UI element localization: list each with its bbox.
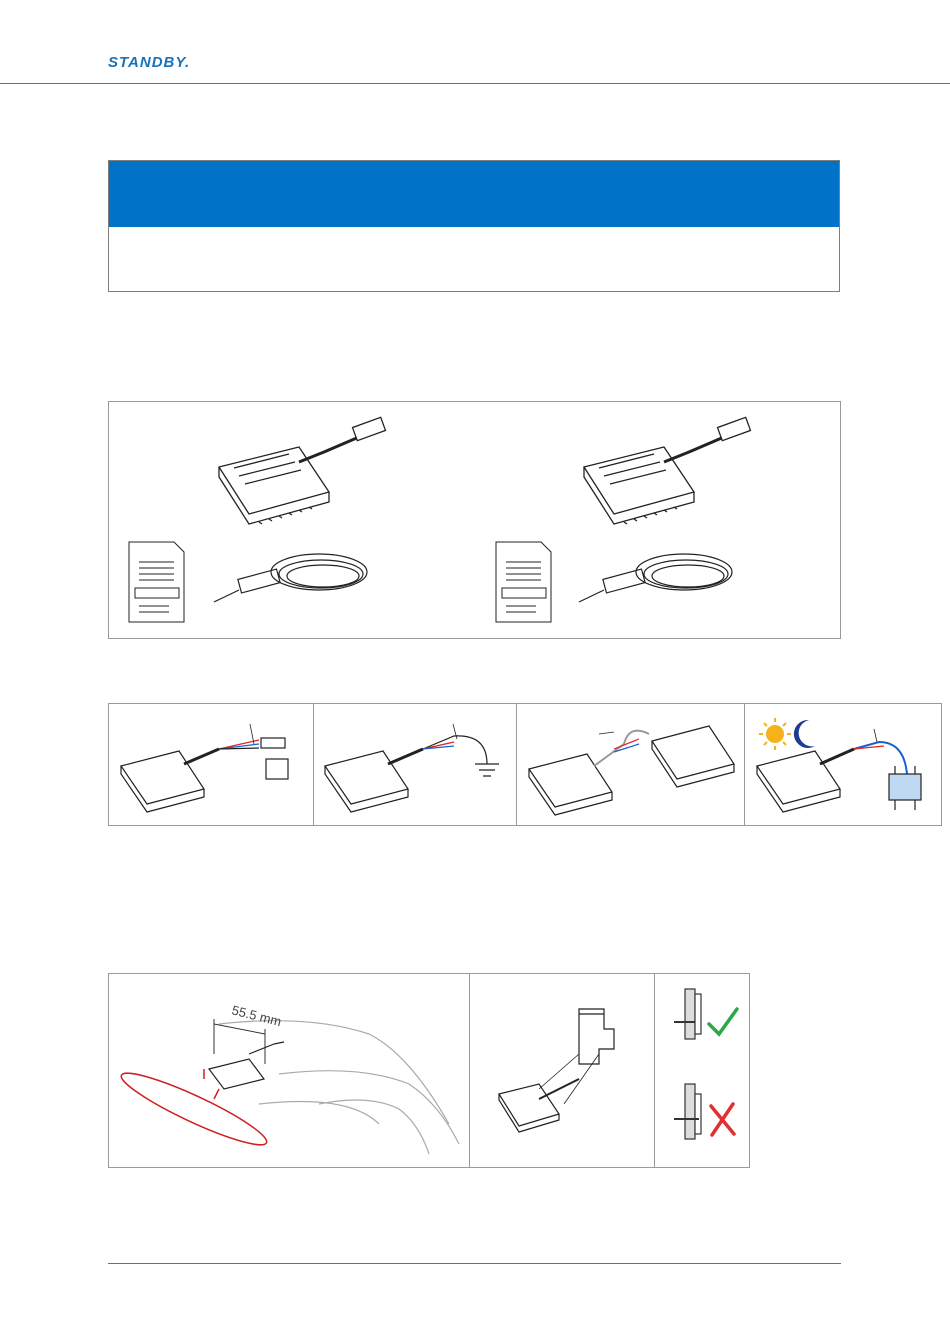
sensor-cable-illustration-left bbox=[214, 554, 367, 602]
check-icon bbox=[709, 1009, 737, 1034]
notice-box bbox=[108, 160, 840, 292]
moon-icon bbox=[794, 720, 815, 748]
control-panel-illustration-left bbox=[219, 417, 385, 524]
dashboard-outline bbox=[219, 1021, 459, 1154]
cross-icon bbox=[711, 1104, 734, 1135]
manual-document-icon-right bbox=[496, 542, 551, 622]
day-night-input-illustration bbox=[757, 718, 921, 812]
sun-icon bbox=[759, 718, 791, 750]
sensor-cable-illustration-right bbox=[579, 554, 732, 602]
screw-detail-illustration bbox=[499, 1009, 614, 1132]
panel-link-illustration bbox=[529, 726, 734, 815]
brand-logo: STANDBY. bbox=[108, 54, 191, 71]
ground-connection-illustration bbox=[325, 724, 499, 812]
incorrect-mounting-illustration bbox=[674, 1084, 701, 1139]
dimension-marker bbox=[214, 1019, 265, 1064]
dimension-label: 55.5 mm bbox=[230, 1002, 283, 1030]
power-connection-illustration bbox=[121, 724, 288, 812]
control-panel-illustration-right bbox=[584, 417, 750, 524]
mounting-panel bbox=[108, 973, 750, 1168]
notice-header-bar bbox=[109, 161, 839, 227]
footer-rule bbox=[108, 1263, 841, 1264]
manual-document-icon-left bbox=[129, 542, 184, 622]
package-contents-panel bbox=[108, 401, 841, 639]
header-rule bbox=[0, 83, 950, 84]
mounted-panel-illustration bbox=[209, 1042, 284, 1089]
correct-mounting-illustration bbox=[674, 989, 701, 1039]
wiring-panel bbox=[108, 703, 942, 826]
